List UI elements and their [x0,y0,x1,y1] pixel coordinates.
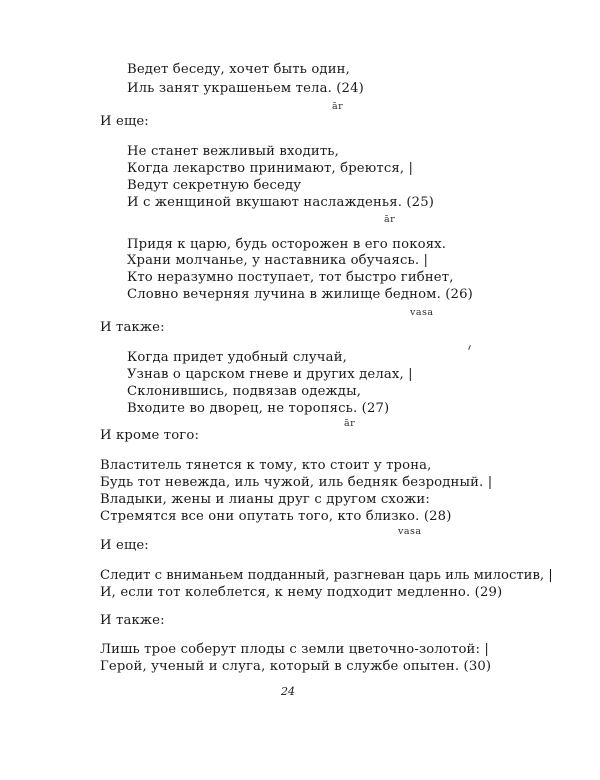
verse-line: Лишь трое соберут плоды с земли цветочно-золотой: | [100,642,490,657]
meter-label: ār [332,101,344,112]
verse-line: Не станет вежливый входить, [127,144,339,159]
transition-text: И еще: [100,538,149,553]
meter-label: vasa [410,307,434,318]
verse-line: Герой, ученый и слуга, который в службе опытен. (30) [100,659,492,674]
verse-line: Узнав о царском гневе и других делах, | [127,367,413,382]
verse-line: Ведут секретную беседу [127,178,302,193]
meter-label: vasa [398,526,422,537]
verse-line: Будь тот невежда, иль чужой, иль бедняк безродный. | [100,475,493,490]
transition-text: И также: [100,320,165,335]
verse-line: Иль занят украшеньем тела. (24) [127,81,364,96]
meter-label: ār [344,418,356,429]
verse-line: Властитель тянется к тому, кто стоит у трона, [100,458,432,473]
verse-line: Стремятся все они опутать того, кто близко. (28) [100,509,452,524]
verse-line: Склонившись, подвязав одежды, [127,384,362,399]
verse-line: Когда лекарство принимают, бреются, | [127,161,414,176]
verse-line: Придя к царю, будь осторожен в его покоях. [127,237,447,252]
transition-text: И еще: [100,114,149,129]
verse-line: Владыки, жены и лианы друг с другом схожи: [100,492,430,507]
verse-line: И с женщиной вкушают наслажденья. (25) [127,195,435,210]
verse-line: Кто неразумно поступает, тот быстро гибнет, [127,270,454,285]
verse-line: Входите во дворец, не торопясь. (27) [127,401,390,416]
stray-mark [468,345,471,350]
verse-line: Когда придет удобный случай, [127,350,347,365]
verse-line: Словно вечерняя лучина в жилище бедном. (26) [127,287,473,302]
verse-line: Ведет беседу, хочет быть один, [127,62,350,77]
transition-text: И кроме того: [100,428,200,443]
meter-label: ār [384,214,396,225]
verse-line: Следит с вниманьем подданный, разгневан царь иль милостив, | [100,568,553,583]
transition-text: И также: [100,613,165,628]
verse-line: Храни молчанье, у наставника обучаясь. | [127,253,429,268]
page-number: 24 [281,685,295,698]
verse-line: И, если тот колеблется, к нему подходит медленно. (29) [100,585,503,600]
